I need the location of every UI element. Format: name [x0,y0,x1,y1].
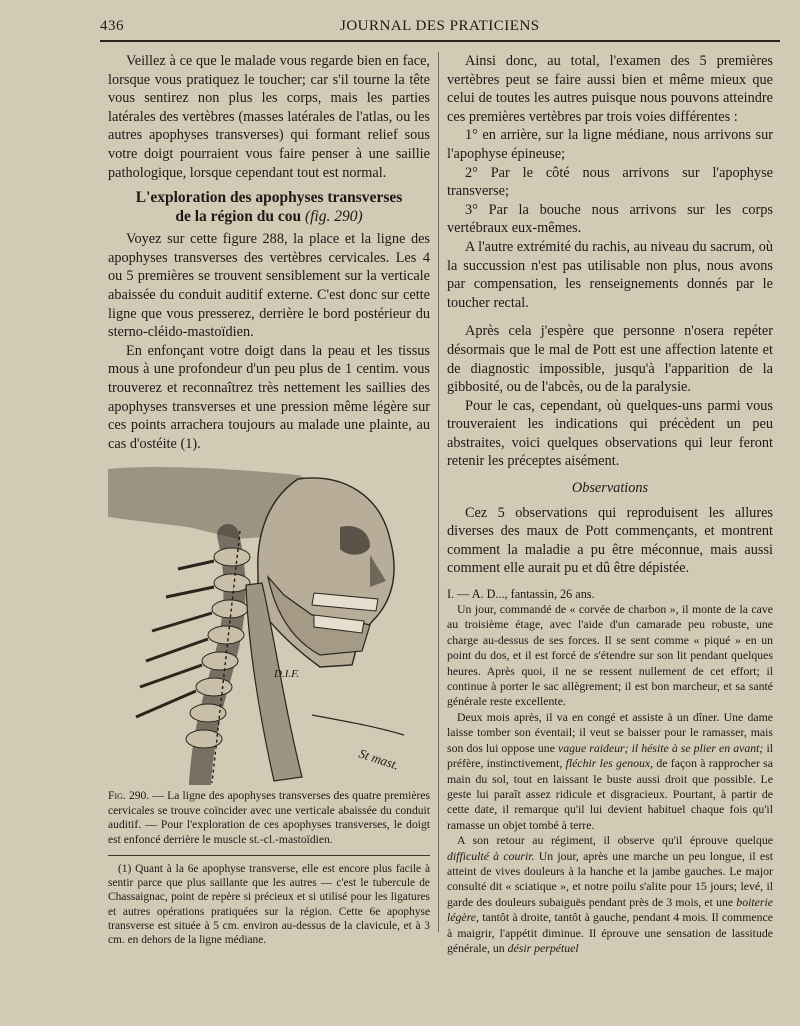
paragraph: Cez 5 observations qui reproduisent les allures diverses des maux de Pott commençants, et montrent comment la maladie a pu être méconnue, mais aussi comment elle aurait pu et dû être dépistée. [447,504,773,577]
list-item: 1° en arrière, sur la ligne médiane, nous arrivons sur l'apophyse épineuse; [447,127,773,162]
paragraph: Après cela j'espère que personne n'osera repéter désormais que le mal de Pott est une affection latente et de diagnostic impossible, jusqu'à l'apparition de la gibbosité, ou de l'abcès, ou de la paralysie. [447,323,773,396]
footnote [108,862,430,947]
observation-paragraph: Deux mois après, il va en congé et assiste à un dîner. Une dame laisse tomber son éventail; il veut se baisser pour le ramasser, mais son dos lui oppose une vague raideur; il hésite à se plier en avant; il préfère, instinctivement, fléchir les genoux, de façon à rapprocher sa main du sol, tout en laissant le buste aussi droit que possible. Le geste lui paraît assez ridicule et disgracieux. Pourtant, à partir de cette date, il remarque qu'il lui devient habituel chaque fois qu'il ramasse un objet tombé à terre. [447,709,773,832]
list-item: 3° Par la bouche nous arrivons sur les corps vertébraux eux-mêmes. [447,201,773,237]
footnote-text: (1) Quant à la 6e apophyse transverse, elle est encore plus facile à sentir parce que plus saillante que les autres — c'est le tubercule de Chassaignac, point de repère si précieux et si utilisé pour les ligatures et autres opérations pratiquées sur la région. Cette 6e apophyse transverse est située à 5 cm. environ au-dessus de la clavicule, et à 3 cm. en dehors de la ligne médiane. [108,862,430,946]
list-item: 2° Par le côté nous arrivons sur l'apophyse transverse; [447,164,773,200]
paragraph: Pour le cas, cependant, où quelques-uns parmi vous trouveraient les indications qui précèdent un peu abstraites, voici quelques observations qui leur feront retenir les préceptes aisément. [447,397,773,470]
observation-body [447,602,773,956]
paragraph: A l'autre extrémité du rachis, au niveau du sacrum, où la succussion n'est pas utilisable non plus, nous avons par compensation, les renseignements donnés par le toucher rectal. [447,238,773,311]
section-title [108,188,430,226]
line-label: D.I.F. [274,668,300,681]
pointer-line [312,715,404,735]
page-header [100,18,780,40]
paragraph: Ainsi donc, au total, l'examen des 5 premières vertèbres peut se faire aussi bien et même mieux que celui de toutes les autres puisque nous pouvons atteindre ces premières vertèbres par trois voies différentes : [447,53,773,125]
observation-paragraph: Un jour, commandé de « corvée de charbon », il monte de la cave au troisième étage, avec l'aide d'un camarade peu robuste, une charge au-dessus de ses forces. Il se sent comme « piqué » en un point du dos, et il est forcé de s'étendre sur son lit pendant quelques heures. Après quoi, il ne se ressent nullement de cet effort; il continue à porter le sac allègrement; il est bon marcheur, et sa santé générale reste excellente. [447,602,773,709]
caption-label: Fig. 290. [108,789,150,803]
observation-title: I. — A. D..., fantassin, 26 ans. [447,587,595,602]
column-divider [438,52,439,932]
observation-paragraph: A son retour au régiment, il observe qu'il éprouve quelque difficulté à courir. Un jour, après une marche un peu longue, il est atteint de vives douleurs à la hanche et la jambe gauches. Le major consulté dit « sciatique », et notre poilu s'alite pour 15 jours; levé, il garde des douleurs subaiguës pendant près de 3 mois, et une boiterie légère, tantôt à droite, tantôt à gauche, pendant 4 mois. Il commence à maigrir, l'appétit diminue. Il éprouve une sensation de lassitude générale, un désir perpétuel [447,833,773,955]
section-title-line: de la région du cou [175,208,302,226]
skull-spine-illustration [108,465,430,785]
section-title-line: L'exploration des apophyses transverses [135,189,403,207]
observations-heading: Observations [571,480,649,497]
header-rule [100,40,780,42]
right-column [447,52,773,956]
figure-reference: (fig. 290) [304,208,363,226]
left-column [108,52,430,947]
muscle-label: St mast. [357,745,401,773]
caption-text: — La ligne des apophyses transverses des quatre premières cervicales se trouve coïncider avec une verticale abaissée du conduit auditif. — Pour l'exploration de ces apophyses transverses, le doigt est enfoncé derrière le muscle st.-cl.-mastoïdien. [108,789,430,846]
figure-caption [108,789,430,847]
paragraph: En enfonçant votre doigt dans la peau et les tissus mous à une profondeur d'un peu plus de 1 centim. vous trouverez et reconnaîtrez très nettement les saillies des apophyses transverses et une pression même légère sur ces points arrachera toujours au malade une plainte, au cas d'ostéite (1). [108,342,430,452]
paragraph: Veillez à ce que le malade vous regarde bien en face, lorsque vous pratiquez le toucher; car s'il tourne la tête vous sentirez non plus les corps, mais les parties latérales des vertèbres (masses latérales de l'atlas, ou les autres apophyses transverses) qui formant relief sous votre doigt pourraient vous faire penser à une saillie pathologique, lorsque cependant tout est normal. [108,53,430,181]
anatomical-figure [108,465,430,785]
page-number: 436 [100,18,124,34]
footnote-rule [108,855,430,856]
journal-title: JOURNAL DES PRATICIENS [340,18,540,34]
paragraph: Voyez sur cette figure 288, la place et la ligne des apophyses transverses des vertèbres cervicales. Les 4 ou 5 premières se trouvent sensiblement sur la verticale abaissée du conduit auditif externe. C'est donc sur cette ligne que vous presserez, derrière le bord postérieur du sterno-cléido-mastoïdien. [108,231,430,341]
